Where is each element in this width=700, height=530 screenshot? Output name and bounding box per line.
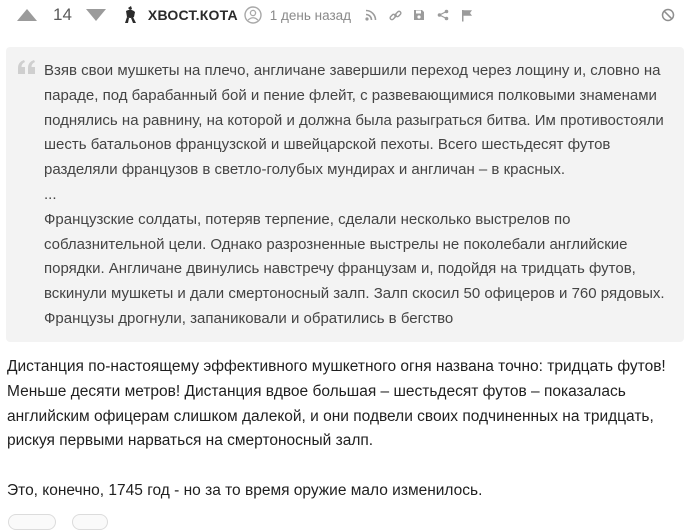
quote-block — [6, 47, 684, 342]
post-header — [0, 0, 700, 30]
comments-button[interactable] — [8, 514, 56, 530]
flag-icon[interactable] — [459, 7, 475, 23]
post-time[interactable]: 1 день назад — [269, 7, 352, 23]
link-icon[interactable] — [387, 7, 403, 23]
save-icon[interactable] — [411, 7, 427, 23]
post-footer — [0, 512, 700, 520]
body-paragraph: Дистанция по-настоящему эффективного мушкетного огня названа точно: тридцать футов! Меньше десяти метров! Дистанция вдвое большая – шестьдесят футов – показалась английским офицерам слишком далекой, и они подвели своих подчиненных на тридцать, рискуя первыми нарваться на смертоносный залп. — [7, 358, 666, 450]
block-icon[interactable] — [660, 7, 676, 23]
quote-icon — [17, 59, 37, 75]
user-circle-icon[interactable] — [244, 6, 262, 24]
quote-paragraph: Французские солдаты, потеряв терпение, сделали несколько выстрелов по соблазнительной цели. Однако разрозненные выстрелы не поколебали английские порядки. Англичане двинулись навстречу французам и, подойдя на тридцать футов, вскинули мушкеты и дали смертоносный залп. Залп скосил 50 офицеров и 760 рядовых. Французы дрогнули, запаниковали и обратились в бегство — [44, 210, 665, 327]
quote-text — [44, 59, 674, 332]
quote-ellipsis: ... — [44, 185, 57, 203]
post-body — [7, 355, 691, 504]
share-icon[interactable] — [435, 7, 451, 23]
save-post-button[interactable] — [72, 514, 108, 530]
post-tools — [363, 7, 483, 23]
arrow-down-icon[interactable] — [86, 9, 106, 21]
body-paragraph: Это, конечно, 1745 год - но за то время оружие мало изменилось. — [7, 481, 483, 499]
rss-icon[interactable] — [363, 7, 379, 23]
post-score: 14 — [53, 5, 72, 24]
author-name[interactable]: ХВОСТ.КОТА — [147, 7, 238, 23]
author-avatar-icon[interactable] — [122, 5, 142, 25]
vote-controls — [17, 5, 106, 25]
arrow-up-icon[interactable] — [17, 9, 37, 21]
quote-paragraph: Взяв свои мушкеты на плечо, англичане завершили переход через лощину и, словно на параде, под барабанный бой и пение флейт, с развевающимися полковыми знаменами поднялись на равнину, на которой и должна была разыграться битва. Им противостояли шесть батальонов французской и швейцарской пехоты. Всего шестьдесят футов разделяли французов в светло-голубых мундирах и англичан – в красных. — [44, 62, 664, 179]
